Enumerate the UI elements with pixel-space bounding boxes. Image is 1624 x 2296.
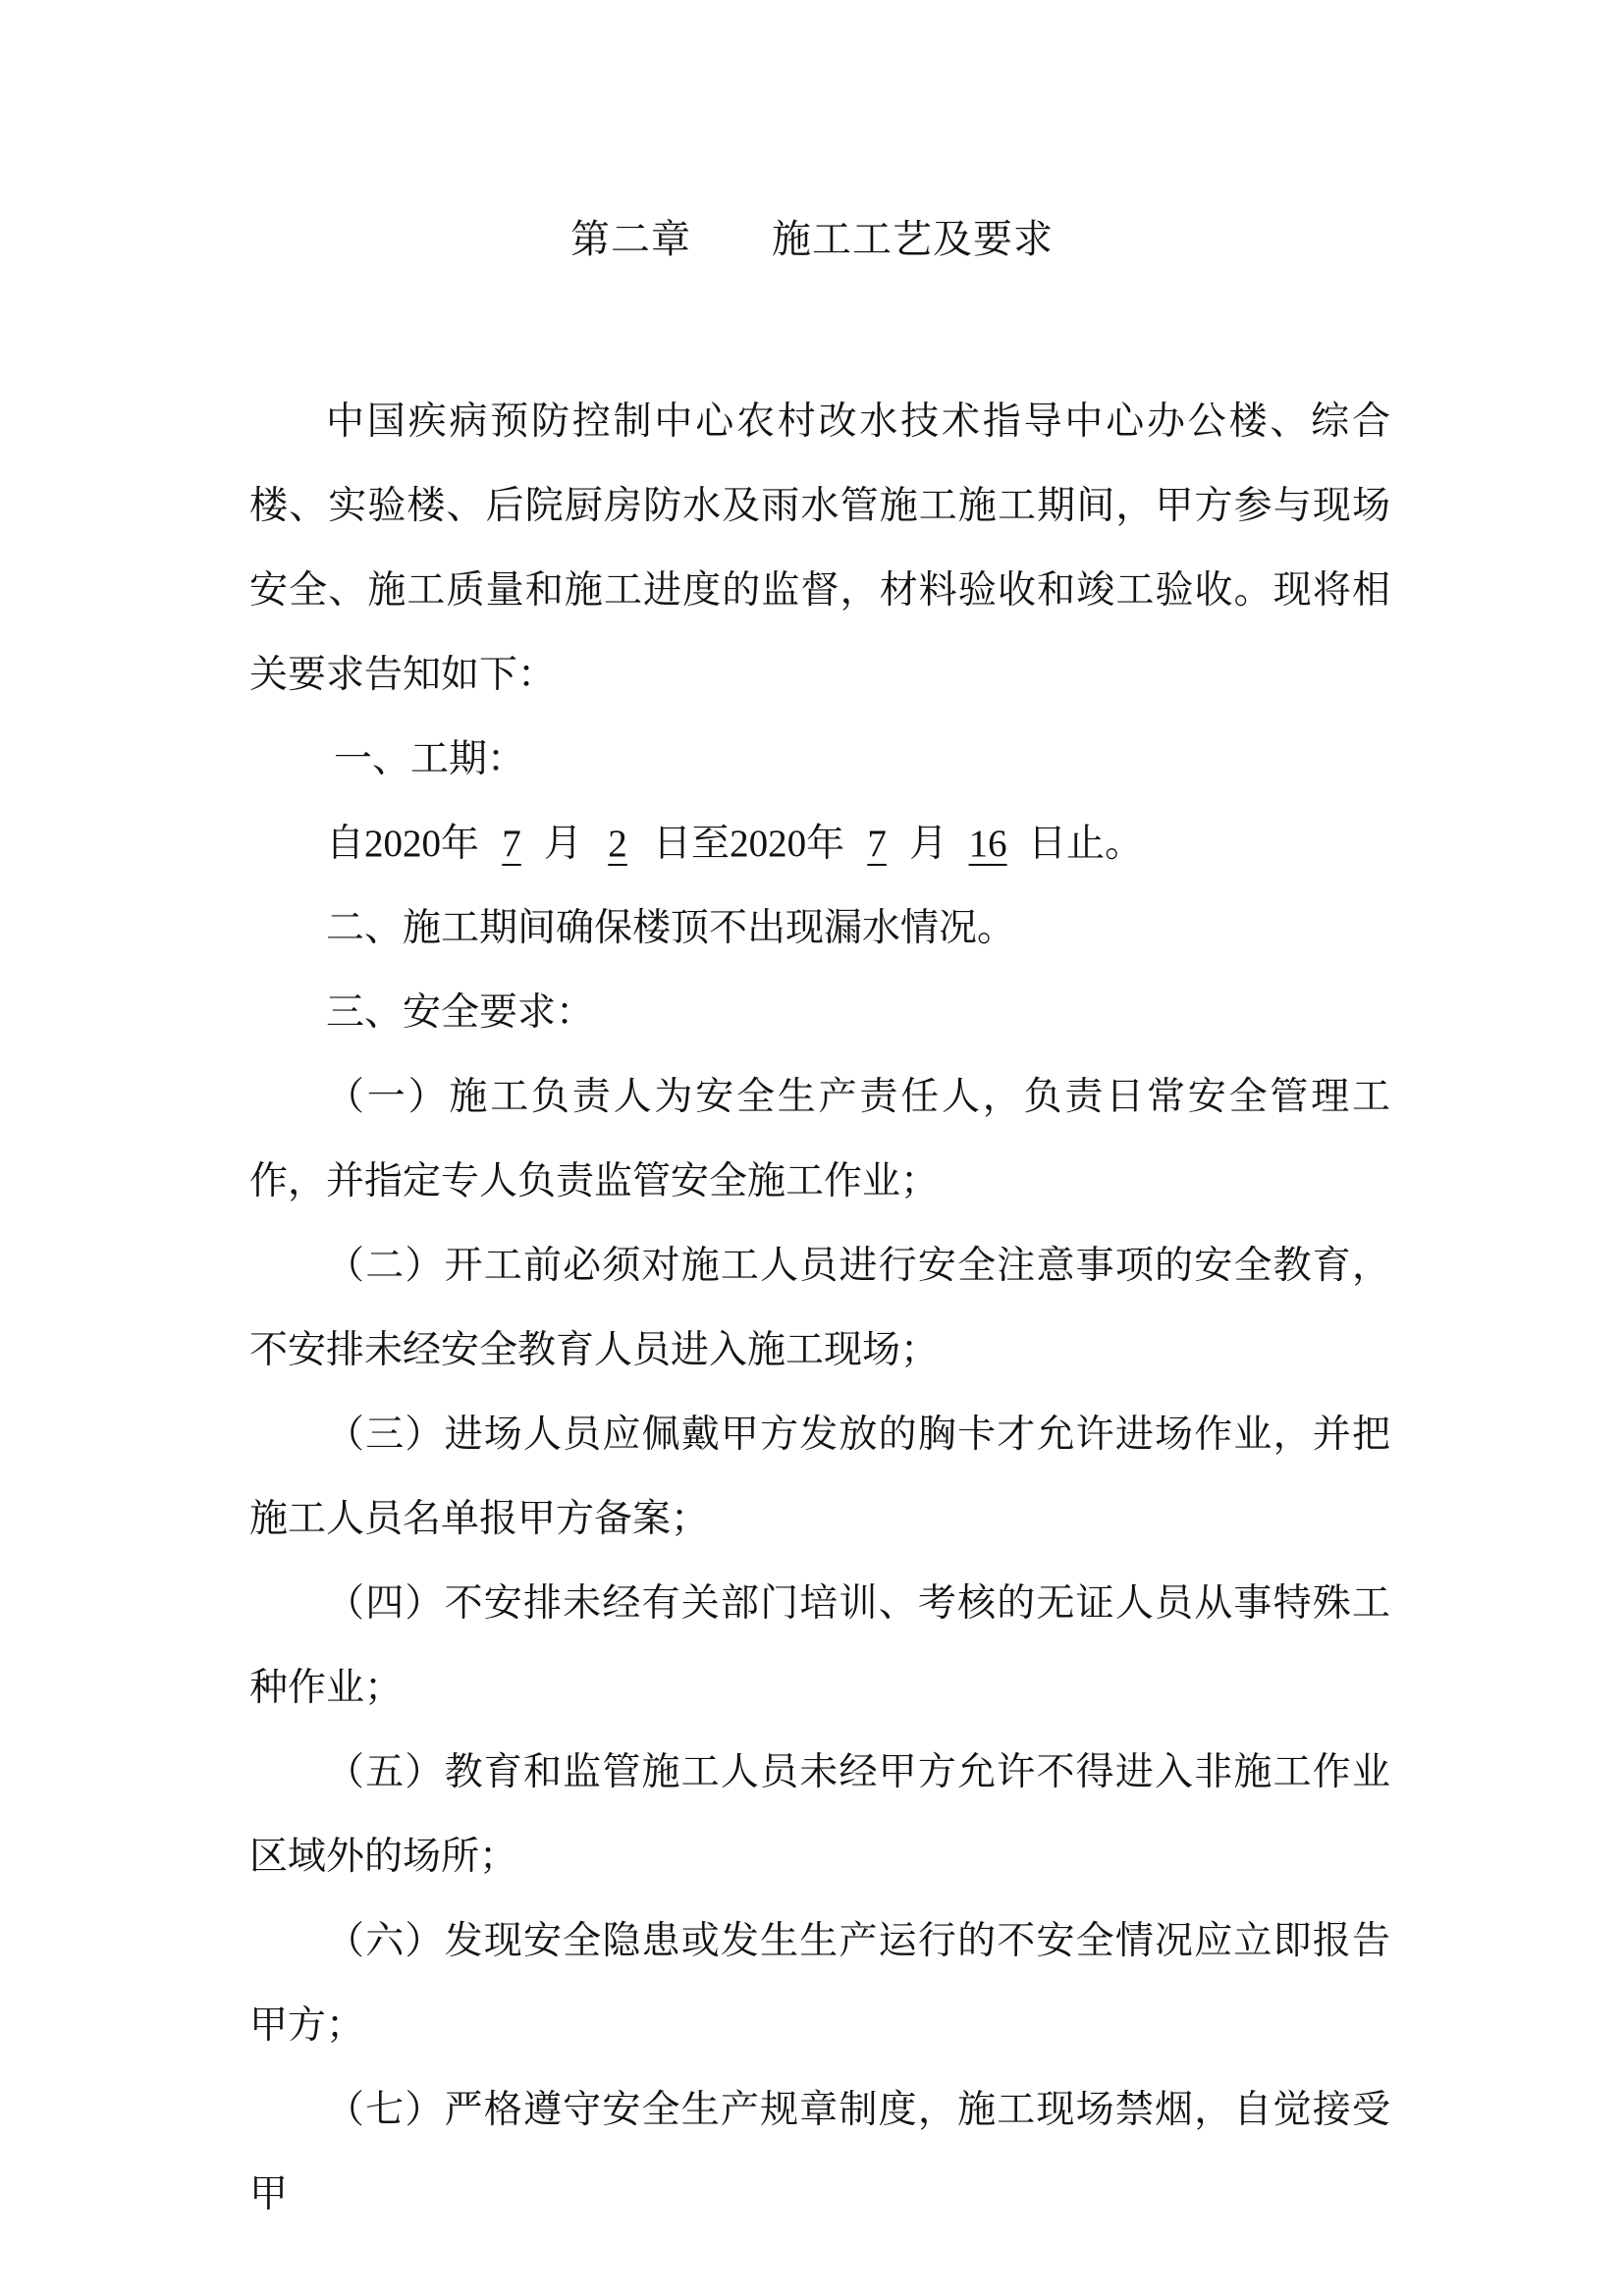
- end-month-unit: 月: [909, 822, 948, 866]
- section-2-text: 二、施工期间确保楼顶不出现漏水情况。: [326, 906, 1016, 950]
- section-1-heading: 一、工期：: [334, 737, 526, 781]
- safety-item-4: （四）不安排未经有关部门培训、考核的无证人员从事特殊工种作业；: [249, 1581, 1390, 1710]
- safety-item-5: （五）教育和监管施工人员未经甲方允许不得进入非施工作业区域外的场所；: [249, 1750, 1390, 1879]
- end-day-blank: 16: [968, 823, 1007, 865]
- end-month-blank: 7: [867, 823, 887, 865]
- start-month-blank: 7: [502, 823, 521, 865]
- start-year-unit: 年: [441, 822, 480, 866]
- safety-item-2: （二）开工前必须对施工人员进行安全注意事项的安全教育，不安排未经安全教育人员进入施工现场；: [249, 1244, 1390, 1372]
- safety-item-7: （七）严格遵守安全生产规章制度，施工现场禁烟，自觉接受甲: [249, 2088, 1390, 2216]
- section-3-heading: 三、安全要求：: [326, 990, 595, 1035]
- end-year-unit: 年: [806, 822, 845, 866]
- chapter-title: 第二章 施工工艺及要求: [570, 217, 1054, 262]
- safety-item-1: （一）施工负责人为安全生产责任人，负责日常安全管理工作，并指定专人负责监管安全施工作业；: [249, 1075, 1390, 1203]
- safety-item-6: （六）发现安全隐患或发生生产运行的不安全情况应立即报告甲方；: [249, 1919, 1390, 2048]
- start-day-blank: 2: [608, 823, 627, 865]
- end-day-unit: 日止。: [1028, 822, 1144, 866]
- schedule-line: [249, 802, 1390, 886]
- start-day-unit: 日至: [653, 822, 731, 866]
- start-year: 2020: [364, 823, 442, 865]
- start-month-unit: 月: [544, 822, 583, 866]
- intro-paragraph: 中国疾病预防控制中心农村改水技术指导中心办公楼、综合楼、实验楼、后院厨房防水及雨水管施工施工期间，甲方参与现场安全、施工质量和施工进度的监督，材料验收和竣工验收。现将相关要求告知如下：: [249, 400, 1390, 697]
- document-body: [249, 380, 1390, 2237]
- end-year: 2020: [730, 823, 807, 865]
- safety-item-3: （三）进场人员应佩戴甲方发放的胸卡才允许进场作业，并把施工人员名单报甲方备案；: [249, 1413, 1390, 1541]
- schedule-prefix: 自: [326, 822, 365, 866]
